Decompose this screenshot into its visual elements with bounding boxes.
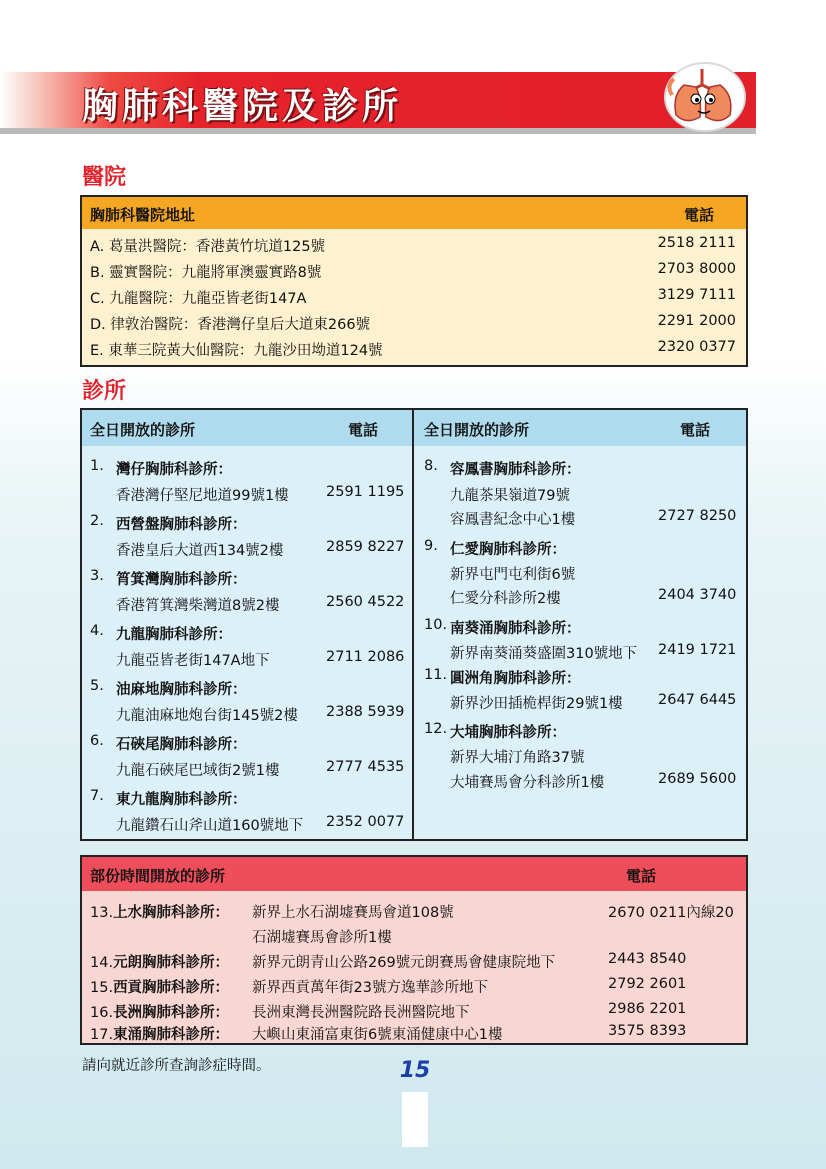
clinic-number: 4. — [90, 623, 104, 639]
clinic-name: 九龍胸肺科診所： — [116, 627, 232, 643]
hospital-phone: 2703 8000 — [657, 261, 736, 277]
clinic-address: 新界大埔汀角路37號 — [450, 750, 585, 766]
part-time-entry — [90, 1001, 229, 1022]
hospital-phone: 3129 7111 — [657, 287, 736, 303]
clinic-entry — [90, 678, 247, 698]
clinic-phone: 2689 5600 — [658, 771, 737, 787]
clinic-address: 長洲東灣長洲醫院路長洲醫院地下 — [252, 1005, 470, 1021]
hospital-label: B. 靈實醫院：九龍將軍澳靈實路8號 — [90, 265, 322, 281]
part-time-header-phone: 電話 — [626, 867, 657, 885]
clinics-section-title: 診所 — [82, 379, 127, 404]
clinic-phone: 2591 1195 — [326, 484, 405, 500]
hospitals-header-phone: 電話 — [683, 206, 714, 224]
clinic-address: 九龍亞皆老街147A地下 — [116, 653, 270, 669]
clinic-number: 8. — [424, 458, 438, 474]
clinic-number: 15. — [90, 980, 114, 996]
clinic-name: 南葵涌胸肺科診所： — [450, 621, 581, 637]
clinic-address: 容鳳書紀念中心1樓 — [450, 512, 576, 528]
clinic-phone: 2859 8227 — [326, 539, 405, 555]
clinic-name: 大埔胸肺科診所： — [450, 725, 566, 741]
hospital-label: C. 九龍醫院：九龍亞皆老街147A — [90, 291, 307, 307]
part-time-entry — [90, 976, 229, 997]
clinic-address: 新界西貢萬年街23號方逸華診所地下 — [252, 980, 488, 996]
clinic-name: 仁愛胸肺科診所： — [450, 542, 566, 558]
clinic-address: 大嶼山東涌富東街6號東涌健康中心1樓 — [252, 1027, 503, 1043]
clinic-address: 大埔賽馬會分科診所1樓 — [450, 775, 605, 791]
clinic-address: 香港筲箕灣柴灣道8號2樓 — [116, 598, 280, 614]
part-time-entry — [90, 951, 229, 972]
clinic-address: 香港灣仔堅尼地道99號1樓 — [116, 488, 289, 504]
clinic-address: 九龍茶果嶺道79號 — [450, 488, 570, 504]
hospitals-table-body — [82, 229, 746, 365]
hospitals-table — [80, 195, 748, 367]
hospitals-section-title: 醫院 — [82, 165, 127, 190]
clinic-address: 仁愛分科診所2樓 — [450, 591, 561, 607]
clinic-name: 灣仔胸肺科診所： — [116, 462, 232, 478]
clinic-address: 九龍石硤尾巴域街2號1樓 — [116, 763, 280, 779]
clinics-column-divider — [412, 410, 414, 839]
clinic-name: 油麻地胸肺科診所： — [116, 682, 247, 698]
clinic-number: 7. — [90, 788, 104, 804]
hospitals-header-address: 胸肺科醫院地址 — [90, 206, 196, 224]
clinic-number: 13. — [90, 905, 114, 921]
clinic-name: 東九龍胸肺科診所： — [116, 792, 247, 808]
clinic-phone: 2711 2086 — [326, 649, 405, 665]
part-time-header-title: 部份時間開放的診所 — [90, 867, 226, 885]
clinic-number: 14. — [90, 955, 114, 971]
clinic-name: 石硤尾胸肺科診所： — [116, 737, 247, 753]
clinic-address: 香港皇后大道西134號2樓 — [116, 543, 284, 559]
clinic-entry — [90, 733, 247, 753]
hospital-phone: 2518 2111 — [657, 235, 736, 251]
page-title: 胸肺科醫院及診所 — [82, 86, 403, 127]
clinic-entry — [90, 788, 247, 808]
part-time-header — [82, 857, 746, 892]
clinic-name: 西營盤胸肺科診所： — [116, 517, 247, 533]
clinics-left-header-phone: 電話 — [348, 421, 379, 439]
part-time-clinics-table — [80, 855, 748, 1045]
page-number: 15 — [399, 1058, 431, 1083]
clinic-number: 5. — [90, 678, 104, 694]
hospital-label: A. 葛量洪醫院：香港黃竹坑道125號 — [90, 239, 326, 255]
clinic-entry — [90, 513, 247, 533]
clinic-phone: 2352 0077 — [326, 814, 405, 830]
clinic-address: 九龍油麻地炮台街145號2樓 — [116, 708, 298, 724]
part-time-entry — [90, 901, 229, 922]
clinic-name: 上水胸肺科診所： — [113, 905, 230, 921]
clinic-phone: 2777 4535 — [326, 759, 405, 775]
clinic-phone: 2727 8250 — [658, 508, 737, 524]
clinic-number: 11. — [424, 667, 448, 683]
clinic-name: 元朗胸肺科診所： — [113, 955, 230, 971]
clinic-number: 12. — [424, 721, 448, 737]
clinic-number: 17. — [90, 1027, 114, 1043]
clinic-address: 新界元朗青山公路269號元朗賽馬會健康院地下 — [252, 955, 556, 971]
clinic-address: 新界沙田插桅桿街29號1樓 — [450, 696, 623, 712]
clinic-number: 6. — [90, 733, 104, 749]
clinic-phone: 2647 6445 — [658, 692, 737, 708]
footnote: 請向就近診所查詢診症時間。 — [82, 1058, 271, 1074]
clinic-number: 3. — [90, 568, 104, 584]
clinic-number: 1. — [90, 458, 104, 474]
clinic-address: 新界屯門屯利街6號 — [450, 567, 576, 583]
clinic-phone: 2388 5939 — [326, 704, 405, 720]
part-time-entry — [90, 1023, 229, 1044]
clinic-name: 筲箕灣胸肺科診所： — [116, 572, 247, 588]
clinic-entry — [90, 568, 247, 588]
clinic-name: 容鳳書胸肺科診所： — [450, 462, 581, 478]
clinic-entry — [424, 667, 581, 687]
hospital-phone: 2291 2000 — [657, 313, 736, 329]
clinic-number: 9. — [424, 538, 438, 554]
clinic-phone: 3575 8393 — [608, 1023, 687, 1039]
clinic-number: 2. — [90, 513, 104, 529]
clinic-address: 石湖墟賽馬會診所1樓 — [252, 930, 392, 946]
page-tab — [402, 1092, 428, 1147]
clinic-phone: 2404 3740 — [658, 587, 737, 603]
hospitals-table-header — [82, 197, 746, 230]
clinic-address: 新界上水石湖墟賽馬會道108號 — [252, 905, 454, 921]
hospital-label: D. 律敦治醫院：香港灣仔皇后大道東266號 — [90, 317, 371, 333]
clinic-phone: 2792 2601 — [608, 976, 687, 992]
clinic-entry — [424, 617, 581, 637]
hospital-label: E. 東華三院黃大仙醫院：九龍沙田坳道124號 — [90, 343, 383, 359]
clinic-entry — [424, 721, 566, 741]
clinic-name: 東涌胸肺科診所： — [113, 1027, 230, 1043]
clinic-entry — [424, 538, 566, 558]
clinic-entry — [424, 458, 581, 478]
hospital-phone: 2320 0377 — [657, 339, 736, 355]
clinics-right-header: 全日開放的診所 — [424, 421, 530, 439]
clinic-phone: 2986 2201 — [608, 1001, 687, 1017]
clinic-entry — [90, 458, 232, 478]
clinic-phone: 2560 4522 — [326, 594, 405, 610]
clinic-entry — [90, 623, 232, 643]
clinics-table-header — [82, 410, 746, 447]
clinic-name: 圓洲角胸肺科診所： — [450, 671, 581, 687]
clinic-name: 西貢胸肺科診所： — [113, 980, 230, 996]
clinics-left-header: 全日開放的診所 — [90, 421, 196, 439]
clinic-number: 16. — [90, 1005, 114, 1021]
lung-mascot-icon — [662, 55, 748, 135]
clinic-address: 九龍鑽石山斧山道160號地下 — [116, 818, 304, 834]
clinics-table — [80, 408, 748, 841]
clinic-phone: 2419 1721 — [658, 642, 737, 658]
clinic-address: 新界南葵涌葵盛圍310號地下 — [450, 646, 638, 662]
clinics-right-header-phone: 電話 — [680, 421, 711, 439]
clinic-phone: 2670 0211內線20 — [608, 905, 734, 921]
clinic-name: 長洲胸肺科診所： — [113, 1005, 230, 1021]
clinic-number: 10. — [424, 617, 448, 633]
clinic-phone: 2443 8540 — [608, 951, 687, 967]
